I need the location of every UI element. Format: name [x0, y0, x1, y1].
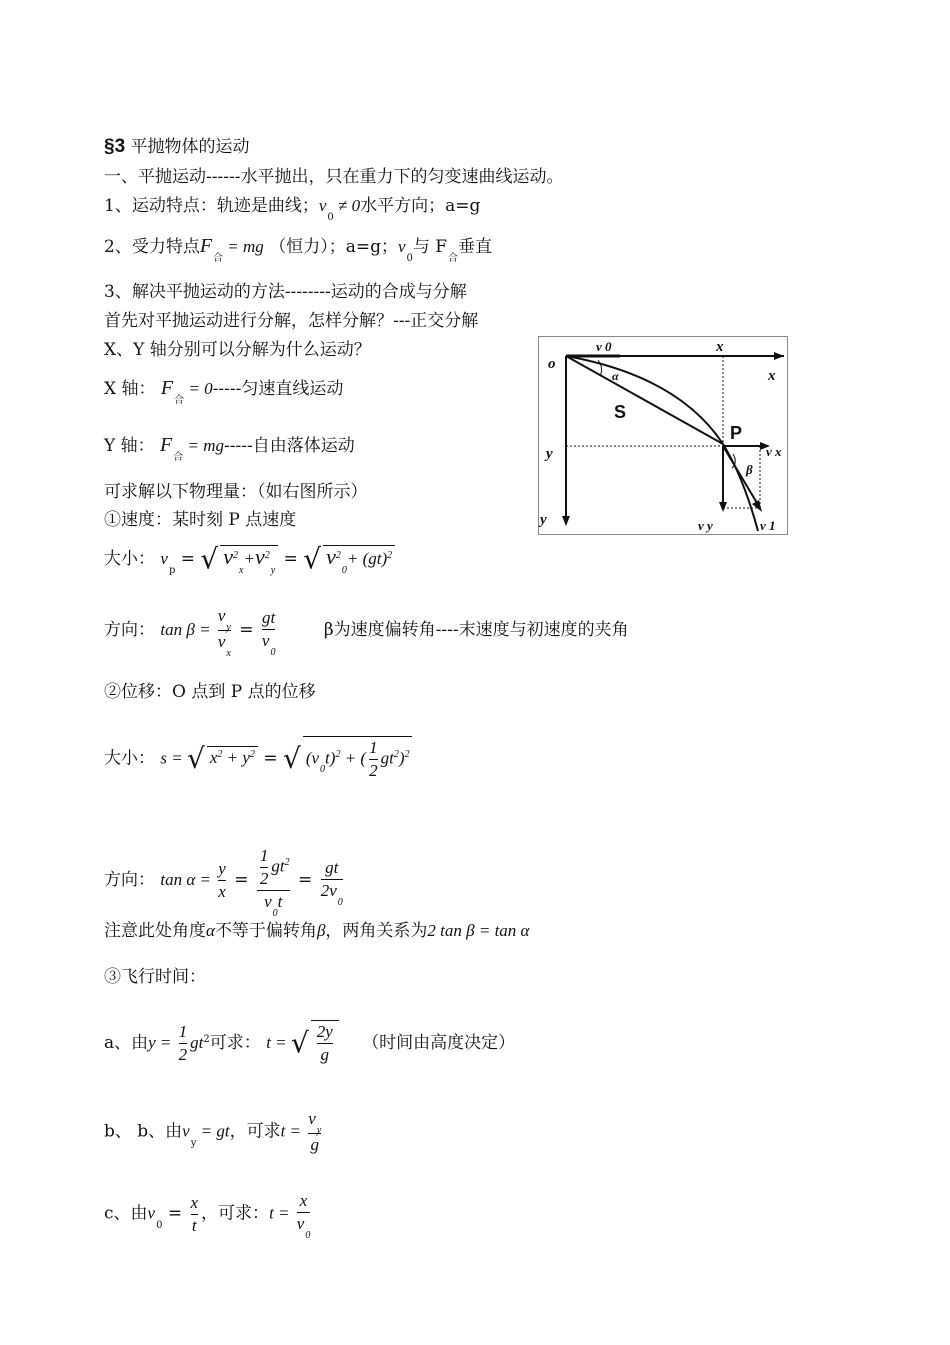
method-line: 3、解决平抛运动的方法--------运动的合成与分解 — [104, 282, 467, 302]
motion-feature-line: 1、运动特点：轨迹是曲线；$v_0 \ne 0$水平方向；a=g — [104, 196, 481, 223]
v1-arrow — [723, 446, 760, 508]
y-axis-line: Y 轴： $F_合 = mg-----$自由落体运动 — [104, 434, 355, 463]
flight-time-heading: ③飞行时间： — [104, 967, 206, 987]
definition-line: 一、平抛运动------水平抛出，只在重力下的匀变速曲线运动。 — [104, 167, 564, 187]
time-from-v0: c、由$v_0$ = $\frac{x}{t}$ ，可求：t = $\frac{x}{v_0}$ — [104, 1191, 311, 1241]
displacement-magnitude: 大小： s = √ $x^2 + y^2$ = √ $(v_0t)^2$ + ( $\frac{1}{2}$ $gt^2)^2$ — [104, 736, 412, 782]
decompose-line: 首先对平抛运动进行分解，怎样分解？---正交分解 — [104, 311, 479, 331]
label-x-top: x — [716, 339, 724, 355]
section-mark: §3 — [104, 136, 126, 157]
beta-note: β为速度偏转角----末速度与初速度的夹角 — [323, 620, 629, 640]
vy-over-vx: $\frac{v_y}{v_x}$ — [217, 606, 231, 659]
label-vy: v y — [698, 518, 713, 533]
label-v1: v 1 — [760, 518, 776, 533]
y-axis-arrow — [562, 516, 570, 526]
projectile-diagram — [538, 336, 788, 535]
label-p: P — [730, 423, 743, 443]
label-beta: β — [746, 462, 753, 477]
time-from-vy: b、 b、由$v_y$ = gt，可求t = $\frac{v_y}{g}$ — [104, 1109, 322, 1154]
x-axis-arrow — [774, 352, 784, 360]
label-vx: v x — [766, 444, 782, 459]
quantities-line: 可求解以下物理量：（如右图所示） — [104, 482, 368, 502]
x-axis-line: X 轴： $F_合 = 0-----$匀速直线运动 — [104, 377, 344, 406]
label-alpha: α — [612, 369, 619, 383]
trajectory-curve — [566, 356, 758, 531]
label-o: o — [548, 356, 556, 372]
velocity-heading: ①速度：某时刻 P 点速度 — [104, 510, 297, 530]
displacement-direction: 方向： tan α = $\frac{y}{x}$ = $\frac{1}{2}$ $gt^2$ $v_0t$ = $\frac{gt}{2v_0}$ — [104, 846, 343, 919]
label-y-left: y — [546, 446, 553, 462]
displacement-heading: ②位移：O 点到 P 点的位移 — [104, 682, 316, 702]
velocity-direction: 方向： tan β = $\frac{v_y}{v_x}$ = $\frac{gt}{v_0}$ β为速度偏转角----末速度与初速度的夹角 — [104, 606, 629, 659]
axes-question-line: X、Y 轴分别可以分解为什么运动？ — [104, 340, 371, 360]
force-feature-line: 2、受力特点$F_合$ = mg （恒力）；a=g；$v_0$与 $F_合$垂直 — [104, 235, 493, 264]
label-y-axis: y — [540, 512, 547, 528]
angle-note: 注意此处角度α不等于偏转角β，两角关系为2 tan β = tan α — [104, 921, 530, 941]
section-title: 平抛物体的运动 — [130, 137, 250, 157]
section-heading — [104, 136, 250, 158]
label-s: S — [614, 402, 627, 422]
displacement-s — [566, 356, 723, 444]
gt-over-v0: $\frac{gt}{v_0}$ — [261, 607, 276, 658]
label-x-axis: x — [768, 368, 776, 384]
speed-formula: 大小： $v_p$ = √ $v^2_x+v^2_y$ = √ $v^2_0+ (gt)^2$ — [104, 545, 395, 573]
time-from-height: a、由y = $\frac{1}{2}$ $gt^2$可求： t = √ $\frac{2y}{g}$ （时间由高度决定） — [104, 1022, 516, 1064]
label-v0: v 0 — [596, 339, 612, 354]
